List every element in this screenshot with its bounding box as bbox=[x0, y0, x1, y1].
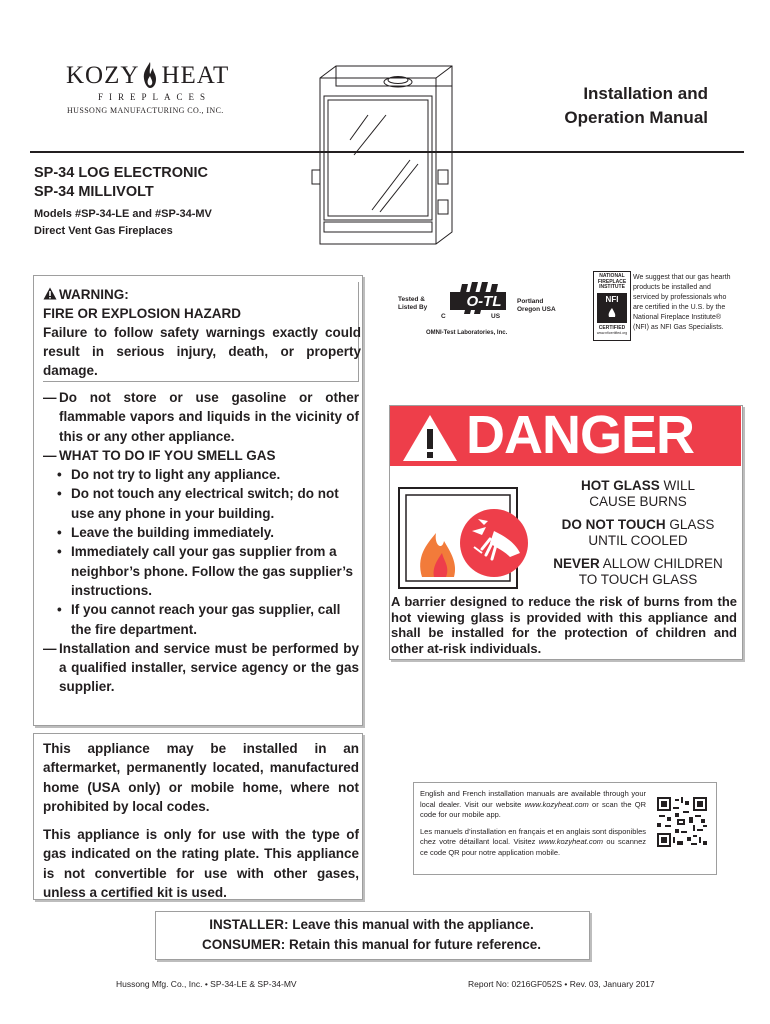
aftermarket-paragraph-1: This appliance may be installed in an aftermarket, permanently located, manufactured home (USA only) or mobile home, where not prohibited by local codes. bbox=[43, 741, 359, 814]
otl-listed: Listed By bbox=[398, 304, 428, 311]
flame-logo-icon bbox=[141, 60, 159, 90]
qr-code-icon bbox=[657, 797, 707, 847]
never-rest: ALLOW CHILDREN bbox=[602, 556, 723, 571]
company-name: HUSSONG MANUFACTURING CO., INC. bbox=[67, 106, 224, 115]
model-line-1: SP-34 LOG ELECTRONIC bbox=[34, 165, 209, 181]
warning-item-smell-gas: — WHAT TO DO IF YOU SMELL GAS bbox=[43, 447, 276, 463]
nfi-note: We suggest that our gas hearth products be installed and serviced by professionals who are certified in the U.S. by the National Fireplace Institute® (NFI) as NFI Gas Specialists. bbox=[633, 274, 731, 331]
bullet-text: If you cannot reach your gas supplier, call the fire department. bbox=[71, 602, 341, 637]
hot-glass-burn-icon bbox=[398, 487, 533, 590]
brand-subtitle: FIREPLACES bbox=[98, 92, 212, 102]
hot-glass-rest: WILL bbox=[663, 478, 696, 493]
title-line-1: Installation and bbox=[583, 84, 708, 103]
nfi-mark: NFI bbox=[605, 294, 619, 304]
brand-left: KOZY bbox=[66, 62, 140, 89]
warning-item-smell-gas-text: WHAT TO DO IF YOU SMELL GAS bbox=[59, 447, 276, 463]
bullet-text: Do not try to light any appliance. bbox=[71, 467, 281, 483]
danger-triangle-icon bbox=[401, 413, 459, 463]
nfi-flame-icon bbox=[604, 307, 620, 319]
model-description: Direct Vent Gas Fireplaces bbox=[34, 225, 173, 237]
never-emphasis: NEVER bbox=[553, 556, 600, 571]
otl-tested: Tested & bbox=[398, 296, 425, 303]
manuals-text bbox=[420, 789, 646, 864]
kozy-heat-logo bbox=[66, 60, 236, 90]
bullet-text: Immediately call your gas supplier from a neighbor’s phone. Follow the gas supplier’s instructions. bbox=[71, 544, 354, 598]
warning-item-installation-text: Installation and service must be performed by a qualified installer, service agency or the gas supplier. bbox=[59, 640, 359, 695]
do-not-touch-emphasis: DO NOT TOUCH bbox=[561, 517, 666, 532]
bullet-item: • Do not touch any electrical switch; do not use any phone in your building. bbox=[57, 486, 339, 521]
nfi-certified: CERTIFIED bbox=[598, 324, 626, 331]
do-not-touch-rest: GLASS bbox=[669, 517, 715, 532]
hot-glass-line-2: CAUSE BURNS bbox=[589, 494, 687, 509]
aftermarket-paragraph-2: This appliance is only for use with the type of gas indicated on the rating plate. This appliance is not convertible for use with other gases, unless a certified kit is used. bbox=[43, 827, 359, 901]
warning-item-gasoline-text: Do not store or use gasoline or other flammable vapors and liquids in the vicinity of this or any other appliance. bbox=[59, 390, 359, 444]
barrier-notice: A barrier designed to reduce the risk of burns from the hot viewing glass is provided with this appliance and shall be installed for the protection of children and other at-risk individuals. bbox=[391, 594, 737, 656]
manual-title bbox=[500, 82, 708, 130]
bullet-item: • If you cannot reach your gas supplier, call the fire department. bbox=[57, 602, 341, 637]
manuals-english-a: English and French installation manuals are available through your local dealer. Visit our website bbox=[420, 789, 646, 809]
footer-left: Hussong Mfg. Co., Inc. • SP-34-LE & SP-34-MV bbox=[116, 979, 297, 989]
warning-triangle-icon bbox=[43, 287, 57, 300]
model-numbers: Models #SP-34-LE and #SP-34-MV bbox=[34, 208, 212, 220]
never-line bbox=[543, 556, 733, 571]
title-line-2: Operation Manual bbox=[564, 108, 708, 127]
warning-hazard: FIRE OR EXPLOSION HAZARD bbox=[43, 306, 242, 321]
otl-mark: O-TL bbox=[466, 293, 502, 310]
hot-glass-line bbox=[543, 478, 733, 493]
danger-word: DANGER bbox=[466, 405, 695, 465]
otl-us: US bbox=[491, 313, 501, 320]
nfi-certified-logo bbox=[593, 271, 631, 341]
otl-city: Portland bbox=[517, 298, 544, 305]
bullet-text: Leave the building immediately. bbox=[71, 525, 275, 541]
warning-consequence: Failure to follow safety warnings exactly could result in serious injury, death, or property damage. bbox=[43, 325, 361, 378]
manuals-english-b: or scan the QR code for our mobile app. bbox=[420, 799, 646, 819]
bullet-item: • Leave the building immediately. bbox=[57, 525, 275, 541]
warning-label: WARNING: bbox=[59, 287, 129, 302]
footer-right: Report No: 0216GF052S • Rev. 03, January 2017 bbox=[468, 979, 655, 989]
nfi-line-2: FIREPLACE bbox=[597, 278, 627, 285]
manuals-french-b: ou scannez ce code QR pour notre application mobile. bbox=[420, 837, 646, 857]
do-not-touch-line bbox=[543, 517, 733, 532]
otl-laboratory: OMNI-Test Laboratories, Inc. bbox=[426, 330, 508, 336]
hot-glass-emphasis: HOT GLASS bbox=[580, 478, 660, 493]
model-line-2: SP-34 MILLIVOLT bbox=[34, 184, 154, 200]
warning-item-installation: — Installation and service must be performed by a qualified installer, service agency or the gas supplier. bbox=[43, 640, 359, 695]
bullet-item: • Immediately call your gas supplier from a neighbor’s phone. Follow the gas supplier’s instructions. bbox=[57, 544, 354, 598]
consumer-notice: CONSUMER: Retain this manual for future reference. bbox=[201, 937, 542, 952]
header-divider bbox=[30, 151, 744, 153]
warning-instructions bbox=[43, 388, 359, 697]
manuals-french bbox=[420, 827, 646, 859]
nfi-url: www.nficertified.org bbox=[596, 330, 628, 335]
warning-item-gasoline: — Do not store or use gasoline or other flammable vapors and liquids in the vicinity of this or any other appliance. bbox=[43, 390, 359, 444]
manuals-english bbox=[420, 789, 646, 821]
brand-right: HEAT bbox=[161, 62, 230, 89]
nfi-line-3: INSTITUTE bbox=[599, 284, 625, 290]
do-not-touch-line-2: UNTIL COOLED bbox=[588, 533, 688, 548]
bullet-text: Do not touch any electrical switch; do not use any phone in your building. bbox=[71, 486, 339, 521]
manuals-french-a: Les manuels d’installation en français et en anglais sont disponibles chez votre détaillant local. Visitez bbox=[420, 826, 646, 846]
otl-state: Oregon USA bbox=[517, 306, 556, 313]
bullet-item: • Do not try to light any appliance. bbox=[57, 467, 281, 483]
website-link-fr[interactable]: www.kozyheat.com bbox=[538, 837, 603, 846]
installer-notice: INSTALLER: Leave this manual with the appliance. bbox=[209, 917, 534, 932]
never-line-2: TO TOUCH GLASS bbox=[578, 572, 698, 587]
nfi-line-1: NATIONAL bbox=[599, 273, 625, 279]
warning-header bbox=[43, 285, 361, 380]
otl-c: C bbox=[441, 313, 446, 320]
aftermarket-text bbox=[43, 739, 359, 911]
website-link[interactable]: www.kozyheat.com bbox=[524, 799, 589, 809]
